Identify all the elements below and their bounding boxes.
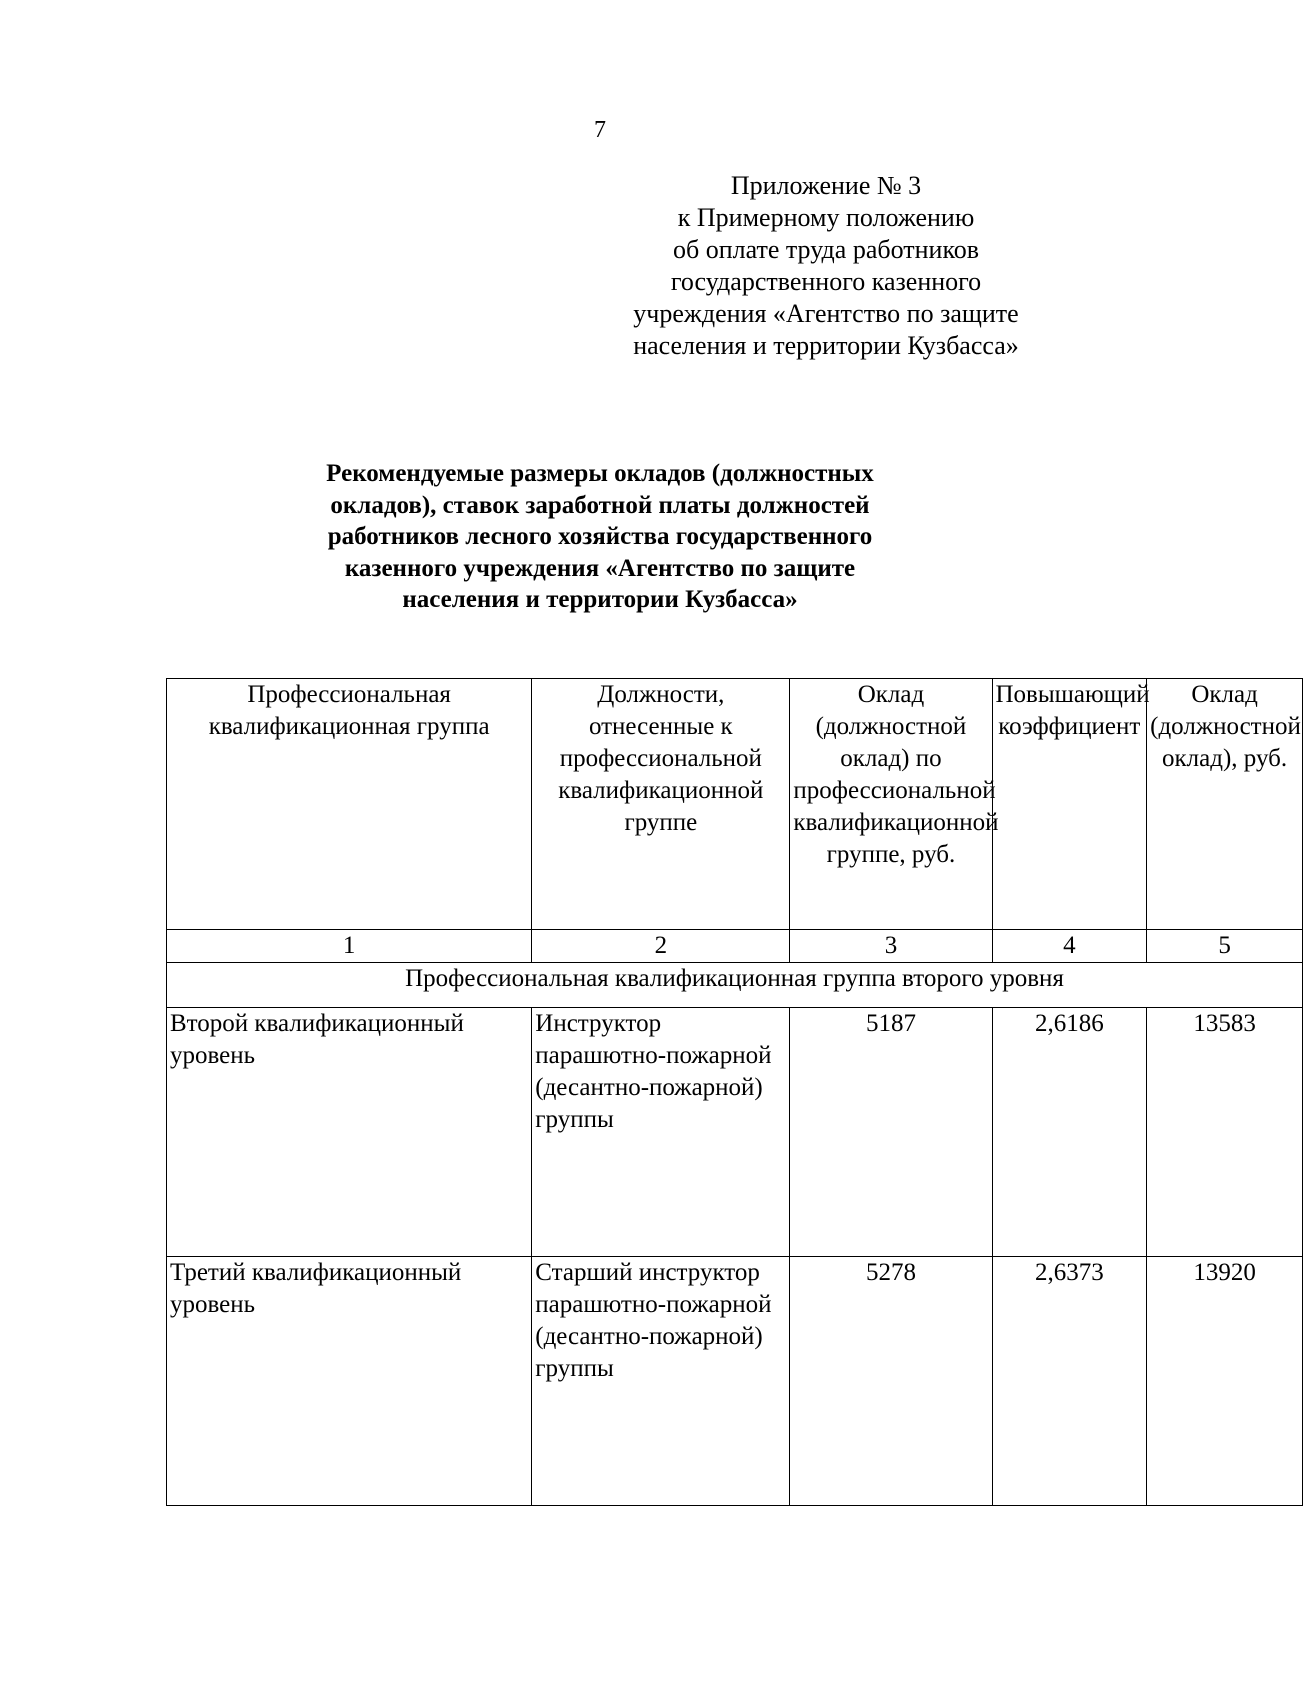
- column-number: 3: [790, 930, 992, 963]
- column-number: 4: [992, 930, 1147, 963]
- base-salary: 5278: [790, 1257, 992, 1506]
- title-line: окладов), ставок заработной платы должностей: [330, 491, 870, 519]
- title-line: казенного учреждения «Агентство по защите: [344, 554, 856, 582]
- header-salary-total: Оклад (должностной оклад), руб.: [1147, 679, 1303, 930]
- coefficient: 2,6186: [992, 1008, 1147, 1257]
- table-row: [167, 1257, 1303, 1506]
- position-name: Старший инструктор парашютно-пожарной (десантно-пожарной) группы: [532, 1257, 790, 1506]
- salary-table: [166, 678, 1303, 1506]
- appendix-line: Приложение № 3: [730, 171, 922, 200]
- title-line: населения и территории Кузбасса»: [402, 586, 798, 613]
- salary-total: 13920: [1147, 1257, 1303, 1506]
- appendix-note: [600, 170, 1052, 362]
- coefficient: 2,6373: [992, 1257, 1147, 1506]
- salary-total: 13583: [1147, 1008, 1303, 1257]
- title-line: Рекомендуемые размеры окладов (должностных: [326, 460, 874, 487]
- appendix-line: к Примерному положению: [677, 203, 975, 232]
- title-line: работников лесного хозяйства государственного: [327, 523, 873, 550]
- qualification-level: Третий квалификационный уровень: [167, 1257, 532, 1506]
- qualification-level: Второй квалификационный уровень: [167, 1008, 532, 1257]
- document-title: [270, 458, 930, 616]
- table-header-row: [167, 679, 1303, 930]
- appendix-line: учреждения «Агентство по защите: [633, 299, 1019, 328]
- group-title: Профессиональная квалификационная группа второго уровня: [167, 963, 1303, 1008]
- group-title-row: [167, 963, 1303, 1008]
- header-positions: Должности, отнесенные к профессиональной квалификационной группе: [532, 679, 790, 930]
- appendix-line: государственного казенного: [670, 267, 982, 296]
- base-salary: 5187: [790, 1008, 992, 1257]
- column-number: 1: [167, 930, 532, 963]
- header-coefficient: Повышающий коэффициент: [992, 679, 1147, 930]
- appendix-line: об оплате труда работников: [672, 235, 980, 264]
- page-number: 7: [594, 117, 606, 143]
- table-row: [167, 1008, 1303, 1257]
- column-number: 5: [1147, 930, 1303, 963]
- header-base-salary: Оклад (должностной оклад) по профессиональной квалификационной группе, руб.: [790, 679, 992, 930]
- appendix-line: населения и территории Кузбасса»: [633, 331, 1019, 360]
- header-qualification-group: Профессиональная квалификационная группа: [167, 679, 532, 930]
- position-name: Инструктор парашютно-пожарной (десантно-пожарной) группы: [532, 1008, 790, 1257]
- column-number-row: [167, 930, 1303, 963]
- column-number: 2: [532, 930, 790, 963]
